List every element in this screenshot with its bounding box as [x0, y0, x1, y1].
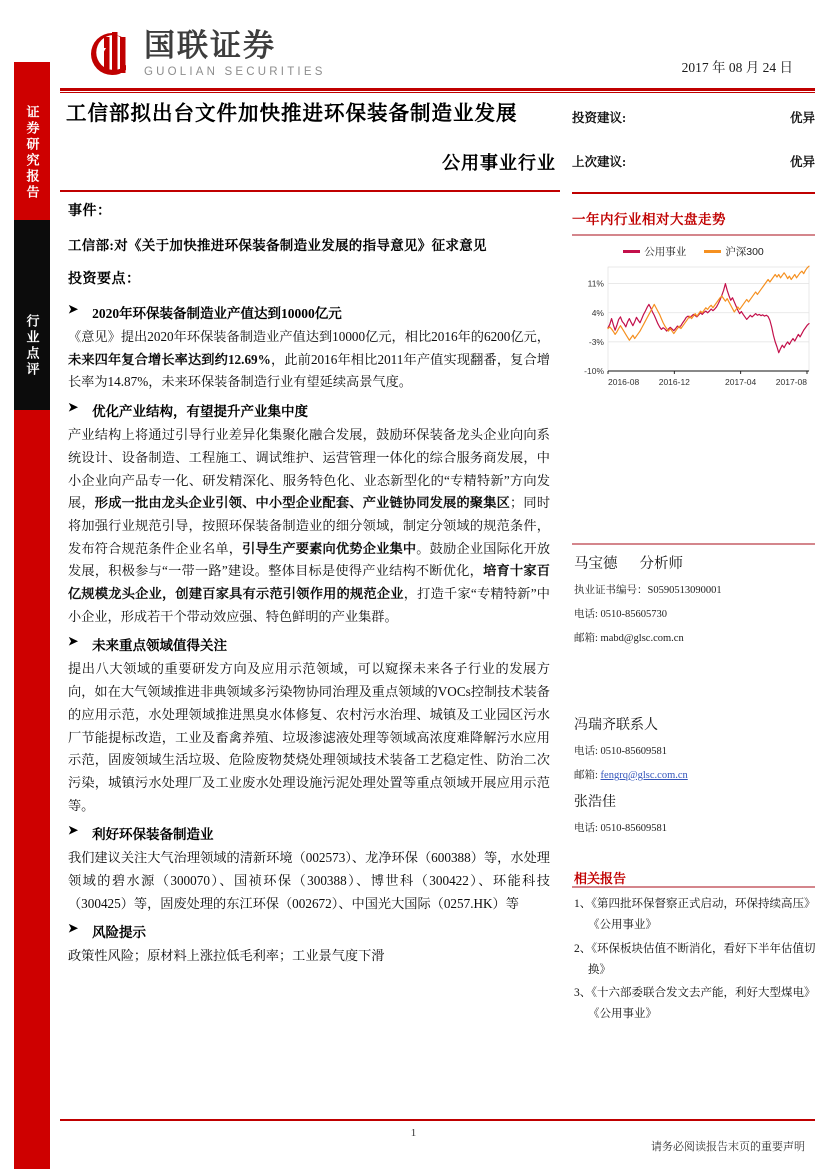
related-report-line-1: 2、《环保板块估值不断消化，看好下半年估值切: [574, 942, 816, 955]
side-rail-segment-research-report: [14, 62, 50, 220]
related-report-line-1: 3、《十六部委联合发文去产能，利好大型煤电》: [574, 987, 816, 1000]
bullet-arrow-icon: ➤: [68, 921, 79, 936]
section-paragraph: 产业结构上将通过引导行业差异化集聚化融合发展，鼓励环保装备龙头企业向向系统设计、设备制造、工程施工、调试维护、运营管理一体化的综合服务商发展，中小企业向产品专一化、研发精深化、服务特色化、业态新型化的“专精特新”方向发展，形成一批由龙头企业引领、中小型企业配套、产业链协同发展的聚集区；同时将加强行业规范引导，按照环保装备制造业的细分领域，制定分领域的规范条件，发布符合规范条件企业名单，引导生产要素向优势企业集中。鼓励企业国际化开放发展，积极参与“一带一路”建设。整体目标是使得产业结构不断优化，培育十家百亿规模龙头企业，创建百家具有示范引领作用的规范企业，打造千家“专精特新”中小企业，形成若干个带动效应强、特色鲜明的产业集群。: [68, 427, 551, 624]
rating-panel-divider: [572, 192, 815, 194]
rating-value-current: 优异: [789, 111, 815, 125]
chart-y-tick-label: -3%: [588, 336, 604, 347]
analyst-certificate-value: S0590513090001: [647, 585, 722, 596]
section-heading-row: [68, 921, 550, 941]
legend-label-series-0: 公用事业: [644, 246, 687, 258]
analyst-name: 马宝德: [574, 556, 618, 572]
rating-panel: [572, 108, 815, 196]
chart-title: 一年内行业相对大盘走势: [572, 212, 726, 227]
related-report-line-2: 换》: [588, 963, 611, 976]
related-reports-heading: 相关报告: [574, 871, 627, 886]
section-heading: 利好环保装备制造业: [92, 827, 214, 843]
header-divider-thin: [60, 92, 815, 93]
analyst-name-row: [574, 552, 817, 573]
legend-label-series-1: 沪深300: [725, 246, 764, 258]
chart-legend: [572, 244, 815, 259]
rating-row-current: [572, 108, 815, 126]
rating-value-previous: 优异: [789, 155, 815, 169]
analyst-panel: [574, 552, 817, 654]
rating-label-previous: 上次建议:: [572, 155, 627, 169]
section-heading-row: [68, 823, 550, 843]
analyst-panel-divider: [572, 543, 815, 545]
analyst-email-label: 邮箱:: [574, 633, 598, 644]
related-report-line-1: 1、《第四批环保督察正式启动，环保持续高压》: [574, 898, 816, 910]
analyst-phone-value: 0510-85605730: [600, 609, 668, 620]
chart-y-tick-label: -10%: [584, 366, 604, 376]
section-heading: 2020年环保装备制造业产值达到10000亿元: [92, 306, 342, 321]
section-heading-row: [68, 634, 550, 654]
body-section: [68, 400, 550, 628]
chart-y-tick-label: 11%: [587, 278, 604, 289]
bullet-arrow-icon: ➤: [68, 400, 79, 415]
side-rail-label-research-report: 证券研究报告: [24, 105, 40, 201]
contact-email-0: [574, 767, 817, 782]
contact-phone-value-0: 0510-85609581: [600, 746, 668, 757]
page-subtitle: 公用事业行业: [442, 152, 556, 173]
header-divider: [60, 88, 815, 91]
footer-divider: [60, 1119, 815, 1121]
section-heading: 未来重点领域值得关注: [92, 638, 228, 654]
chart-x-tick-label: 2016-08: [608, 377, 640, 387]
guolian-logo-icon: [82, 28, 138, 80]
contact-phone-value-1: 0510-85609581: [600, 823, 668, 834]
body-section: [68, 302, 550, 394]
chart-title-divider: [572, 234, 815, 236]
contact-phone-label-0: 电话:: [574, 746, 598, 757]
report-body: [68, 200, 550, 970]
section-heading-row: [68, 400, 550, 420]
brand-logo: [82, 28, 326, 80]
side-rail: [14, 62, 50, 1169]
analyst-certificate-label: 执业证书编号：: [574, 585, 648, 596]
contact-name-1: 张浩佳: [574, 795, 616, 810]
chart-x-tick-label: 2016-12: [658, 377, 690, 387]
brand-name-en: GUOLIAN SECURITIES: [144, 65, 326, 78]
bullet-arrow-icon: ➤: [68, 302, 79, 316]
related-report-item[interactable]: [574, 894, 817, 937]
title-zone: [66, 100, 556, 175]
related-report-line-2: 《公用事业》: [588, 1008, 657, 1021]
legend-swatch-series-1: [704, 250, 721, 253]
contact-phone-label-1: 电话:: [574, 823, 598, 834]
analyst-role: 分析师: [639, 556, 683, 572]
title-divider: [60, 190, 560, 192]
contact-email-link-0[interactable]: fengrq@glsc.com.cn: [600, 770, 688, 781]
section-heading-row: [68, 302, 550, 322]
event-label: 事件：: [68, 204, 112, 219]
analyst-email: [574, 630, 817, 645]
body-section: [68, 634, 550, 817]
event-text: 工信部:对《关于加快推进环保装备制造业发展的指导意见》征求意见: [68, 238, 487, 253]
contact-panel: [574, 714, 817, 844]
legend-swatch-series-0: [623, 250, 640, 253]
performance-chart: [572, 261, 815, 399]
bullet-arrow-icon: ➤: [68, 634, 79, 649]
report-date: 2017 年 08 月 24 日: [681, 60, 793, 75]
analyst-phone-label: 电话:: [574, 609, 598, 620]
contact-email-label-0: 邮箱:: [574, 770, 598, 781]
bullet-arrow-icon: ➤: [68, 823, 79, 838]
side-rail-segment-industry-comment: [14, 220, 50, 410]
related-reports-list: [574, 894, 817, 1028]
masthead: [60, 26, 815, 84]
related-report-item[interactable]: [574, 983, 817, 1026]
legend-item-series-0: [623, 244, 686, 259]
chart-x-tick-label: 2017-04: [725, 377, 757, 387]
chart-y-tick-label: 4%: [591, 307, 604, 318]
performance-chart-panel: [572, 208, 815, 399]
contact-phone-1: [574, 820, 817, 835]
section-paragraph: 我们建议关注大气治理领域的清新环境（002573）、龙净环保（600388）等，水处理领域的碧水源（300070）、国祯环保（300388）、博世科（300422）、环能科技（300425）等，固废处理的东江环保（002672）、中国光大国际（0257.HK）等: [68, 850, 550, 911]
side-rail-label-industry-comment: 行业点评: [24, 314, 40, 378]
rating-row-previous: [572, 152, 815, 170]
rating-label-current: 投资建议:: [572, 111, 627, 125]
body-section: [68, 823, 550, 915]
contact-name-0: 冯瑞齐联系人: [574, 718, 658, 733]
section-heading: 优化产业结构，有望提升产业集中度: [92, 404, 309, 420]
section-paragraph: 《意见》提出2020年环保装备制造业产值达到10000亿元，相比2016年的6200亿元，未来四年复合增长率达到约12.69%，此前2016年相比2011年产值实现翻番，复合增长率为14.87%，未来环保装备制造行业有望延续高景气度。: [68, 329, 550, 390]
contact-phone-0: [574, 743, 817, 758]
related-report-line-2: 《公用事业》: [588, 919, 657, 932]
footer-note: 请务必阅读报告末页的重要声明: [651, 1141, 805, 1153]
analyst-certificate: [574, 582, 817, 597]
analyst-email-value: mabd@glsc.com.cn: [600, 633, 684, 644]
section-paragraph: 提出八大领域的重要研发方向及应用示范领域，可以窥探未来各子行业的发展方向，如在大气领域推进非典领域多污染物协同治理及重点领域的VOCs控制技术装备的应用示范，水处理领域推进黑臭水体修复、农村污水治理、城镇及工业园区污水厂节能提标改造，工业及畜禽养殖、垃圾渗滤液处理等领域高浓度难降解污水应用示范，固废领域生活垃圾、危险废物焚烧处理领域技术装备工艺稳定性、防治二次污染，城镇污水处理厂及工业废水处理设施污泥处理处置等重点领域开展应用示范等。: [68, 661, 550, 813]
analyst-phone: [574, 606, 817, 621]
chart-x-tick-label: 2017-08: [775, 377, 807, 387]
section-paragraph: 政策性风险；原材料上涨拉低毛利率；工业景气度下滑: [68, 948, 385, 964]
legend-item-series-1: [704, 244, 764, 259]
body-section: [68, 921, 550, 968]
side-rail-segment-filler: [14, 410, 50, 1169]
page-number: 1: [410, 1127, 417, 1139]
related-report-item[interactable]: [574, 939, 817, 982]
brand-name-cn: 国联证券: [144, 28, 276, 63]
page-title: 工信部拟出台文件加快推进环保装备制造业发展: [66, 103, 518, 125]
investment-points-label: 投资要点：: [68, 272, 141, 287]
section-heading: 风险提示: [92, 925, 147, 941]
related-reports-divider: [572, 886, 815, 888]
